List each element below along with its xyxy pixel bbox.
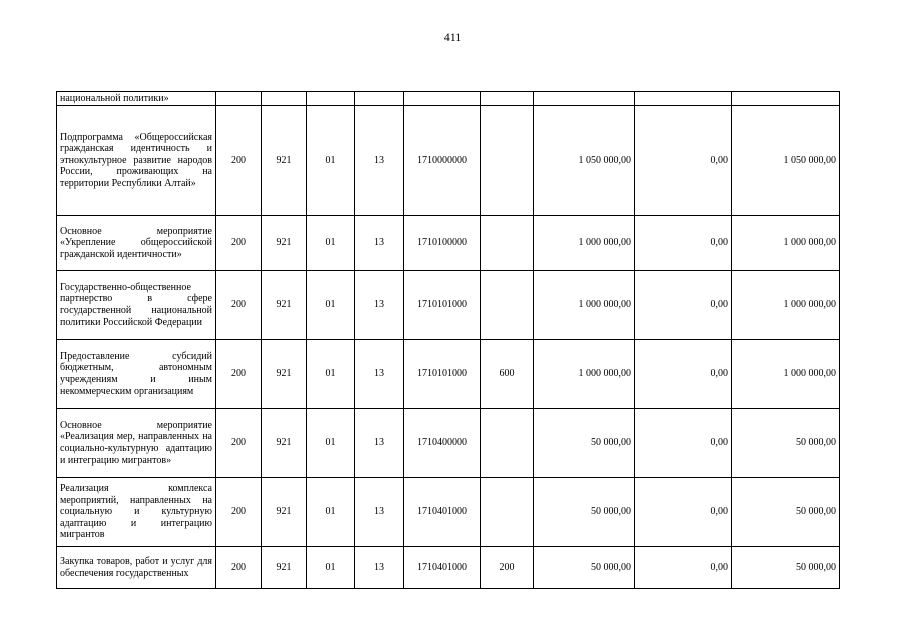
section-code-cell: 01 <box>307 409 355 478</box>
table-row <box>57 340 840 409</box>
section-code-cell: 01 <box>307 271 355 340</box>
ministry-code-cell: 921 <box>262 547 307 589</box>
amount-regional-cell: 1 050 000,00 <box>732 106 840 216</box>
amount-federal-cell: 0,00 <box>635 547 732 589</box>
gov-code-cell: 200 <box>216 409 262 478</box>
table-row <box>57 547 840 589</box>
row-name-cell: Закупка товаров, работ и услуг для обеспечения государственных <box>57 547 216 589</box>
table-row <box>57 478 840 547</box>
amount-total-cell: 50 000,00 <box>534 409 635 478</box>
table-row <box>57 271 840 340</box>
amount-federal-cell: 0,00 <box>635 409 732 478</box>
table-row <box>57 216 840 271</box>
target-code-cell: 1710100000 <box>404 216 481 271</box>
target-code-cell: 1710101000 <box>404 340 481 409</box>
section-code-cell: 01 <box>307 340 355 409</box>
row-name-cell: Основное мероприятие «Реализация мер, направленных на социально-культурную адаптацию и интеграцию мигрантов» <box>57 409 216 478</box>
amount-regional-cell <box>732 92 840 106</box>
gov-code-cell: 200 <box>216 478 262 547</box>
table-row <box>57 92 840 106</box>
subsection-code-cell: 13 <box>355 271 404 340</box>
subsection-code-cell: 13 <box>355 340 404 409</box>
expense-type-cell: 600 <box>481 340 534 409</box>
section-code-cell: 01 <box>307 547 355 589</box>
amount-total-cell: 1 000 000,00 <box>534 271 635 340</box>
target-code-cell: 1710101000 <box>404 271 481 340</box>
amount-total-cell: 1 050 000,00 <box>534 106 635 216</box>
row-name-cell: Подпрограмма «Общероссийская гражданская идентичность и этнокультурное развитие народов России, проживающих на территории Республики Алтай» <box>57 106 216 216</box>
expense-type-cell <box>481 271 534 340</box>
ministry-code-cell: 921 <box>262 409 307 478</box>
gov-code-cell: 200 <box>216 216 262 271</box>
expense-type-cell <box>481 216 534 271</box>
gov-code-cell <box>216 92 262 106</box>
subsection-code-cell: 13 <box>355 216 404 271</box>
ministry-code-cell: 921 <box>262 478 307 547</box>
subsection-code-cell: 13 <box>355 547 404 589</box>
ministry-code-cell: 921 <box>262 271 307 340</box>
expense-type-cell <box>481 409 534 478</box>
ministry-code-cell: 921 <box>262 340 307 409</box>
gov-code-cell: 200 <box>216 340 262 409</box>
target-code-cell: 1710000000 <box>404 106 481 216</box>
row-name-cell: Основное мероприятие «Укрепление общероссийской гражданской идентичности» <box>57 216 216 271</box>
subsection-code-cell: 13 <box>355 409 404 478</box>
page-number: 411 <box>443 30 462 44</box>
row-name-cell: Государственно-общественное партнерство в сфере государственной национальной политики Российской Федерации <box>57 271 216 340</box>
amount-regional-cell: 50 000,00 <box>732 547 840 589</box>
amount-total-cell: 50 000,00 <box>534 547 635 589</box>
amount-federal-cell <box>635 92 732 106</box>
table-row <box>57 409 840 478</box>
expense-type-cell <box>481 478 534 547</box>
gov-code-cell: 200 <box>216 106 262 216</box>
ministry-code-cell <box>262 92 307 106</box>
section-code-cell: 01 <box>307 216 355 271</box>
subsection-code-cell <box>355 92 404 106</box>
amount-total-cell: 1 000 000,00 <box>534 340 635 409</box>
amount-regional-cell: 50 000,00 <box>732 409 840 478</box>
row-name-cell: Предоставление субсидий бюджетным, автономным учреждениям и иным некоммерческим организациям <box>57 340 216 409</box>
target-code-cell: 1710400000 <box>404 409 481 478</box>
amount-federal-cell: 0,00 <box>635 478 732 547</box>
amount-regional-cell: 1 000 000,00 <box>732 216 840 271</box>
amount-total-cell: 1 000 000,00 <box>534 216 635 271</box>
amount-total-cell <box>534 92 635 106</box>
ministry-code-cell: 921 <box>262 216 307 271</box>
target-code-cell: 1710401000 <box>404 478 481 547</box>
subsection-code-cell: 13 <box>355 106 404 216</box>
ministry-code-cell: 921 <box>262 106 307 216</box>
amount-regional-cell: 50 000,00 <box>732 478 840 547</box>
budget-table <box>56 91 840 589</box>
gov-code-cell: 200 <box>216 271 262 340</box>
target-code-cell <box>404 92 481 106</box>
row-name-cell: национальной политики» <box>57 92 216 106</box>
expense-type-cell: 200 <box>481 547 534 589</box>
expense-type-cell <box>481 92 534 106</box>
amount-regional-cell: 1 000 000,00 <box>732 340 840 409</box>
gov-code-cell: 200 <box>216 547 262 589</box>
amount-total-cell: 50 000,00 <box>534 478 635 547</box>
target-code-cell: 1710401000 <box>404 547 481 589</box>
section-code-cell <box>307 92 355 106</box>
table-row <box>57 106 840 216</box>
row-name-cell: Реализация комплекса мероприятий, направленных на социальную и культурную адаптацию и интеграцию мигрантов <box>57 478 216 547</box>
section-code-cell: 01 <box>307 106 355 216</box>
subsection-code-cell: 13 <box>355 478 404 547</box>
amount-federal-cell: 0,00 <box>635 271 732 340</box>
amount-regional-cell: 1 000 000,00 <box>732 271 840 340</box>
amount-federal-cell: 0,00 <box>635 340 732 409</box>
section-code-cell: 01 <box>307 478 355 547</box>
amount-federal-cell: 0,00 <box>635 106 732 216</box>
amount-federal-cell: 0,00 <box>635 216 732 271</box>
expense-type-cell <box>481 106 534 216</box>
